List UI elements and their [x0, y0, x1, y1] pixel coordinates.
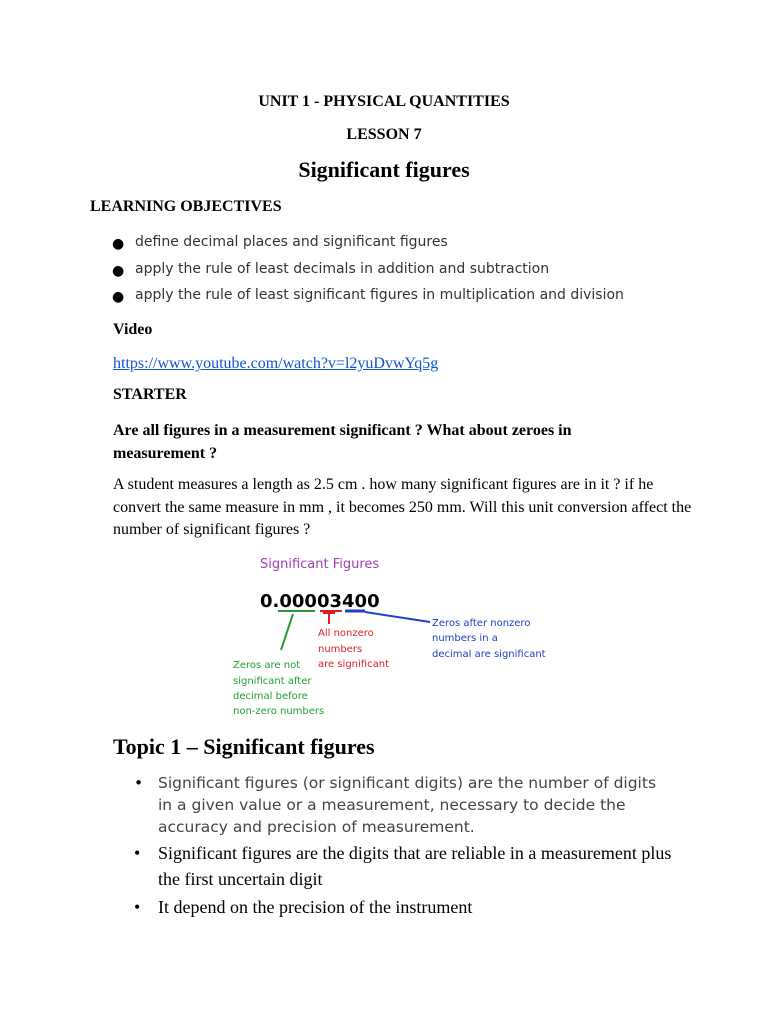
bullet-icon: ● [112, 262, 125, 279]
topic-list [134, 772, 674, 920]
starter-question: Are all figures in a measurement significant ? What about zeroes in measurement ? [113, 422, 572, 462]
video-link[interactable]: https://www.youtube.com/watch?v=l2yuDvwYq5g [113, 355, 439, 372]
figure-title: Significant Figures [260, 557, 380, 572]
blue-pointer [365, 612, 430, 622]
lesson-title: LESSON 7 [346, 126, 422, 143]
topic-heading: Topic 1 – Significant figures [113, 734, 375, 759]
bullet-icon: • [134, 897, 141, 917]
bullet-icon: • [134, 774, 144, 792]
objective-text: apply the rule of least decimals in addition and subtraction [135, 260, 550, 277]
red-annotation: All nonzero numbers are significant [318, 628, 389, 670]
topic-item [134, 840, 674, 894]
green-annotation: Zeros are not significant after decimal before non-zero numbers [233, 660, 325, 717]
starter-paragraph: A student measures a length as 2.5 cm . how many significant figures are in it ? if he convert the same measure in mm , it becomes 250 mm. Will this unit conversion affect the number of significant figures ? [113, 476, 692, 538]
bullet-icon: ● [112, 236, 125, 252]
page-title: Significant figures [298, 157, 470, 182]
starter-label: STARTER [113, 386, 187, 403]
objectives-list [112, 234, 624, 314]
objective-item [112, 261, 624, 288]
objective-text: define decimal places and significant figures [135, 234, 448, 250]
topic-text: Significant figures are the digits that are reliable in a measurement plus the first uncertain digit [158, 843, 672, 889]
green-pointer [281, 614, 293, 650]
significant-figures-diagram [225, 550, 555, 722]
objective-item [112, 234, 624, 261]
topic-item [134, 772, 674, 840]
topic-text: It depend on the precision of the instrument [158, 897, 473, 917]
unit-title: UNIT 1 - PHYSICAL QUANTITIES [258, 93, 510, 110]
learning-objectives-heading: LEARNING OBJECTIVES [90, 198, 282, 215]
video-label: Video [113, 321, 153, 338]
objective-item [112, 287, 624, 314]
bullet-icon: • [134, 843, 141, 863]
topic-text: Significant figures (or significant digits) are the number of digits in a given value or a measurement, necessary to decide the accuracy and precision of measurement. [158, 774, 657, 836]
topic-item [134, 894, 674, 920]
figure-number: 0.00003400 [260, 591, 380, 612]
blue-annotation: Zeros after nonzero numbers in a decimal are significant [432, 618, 546, 660]
objective-text: apply the rule of least significant figures in multiplication and division [135, 287, 624, 303]
bullet-icon: ● [112, 289, 125, 305]
